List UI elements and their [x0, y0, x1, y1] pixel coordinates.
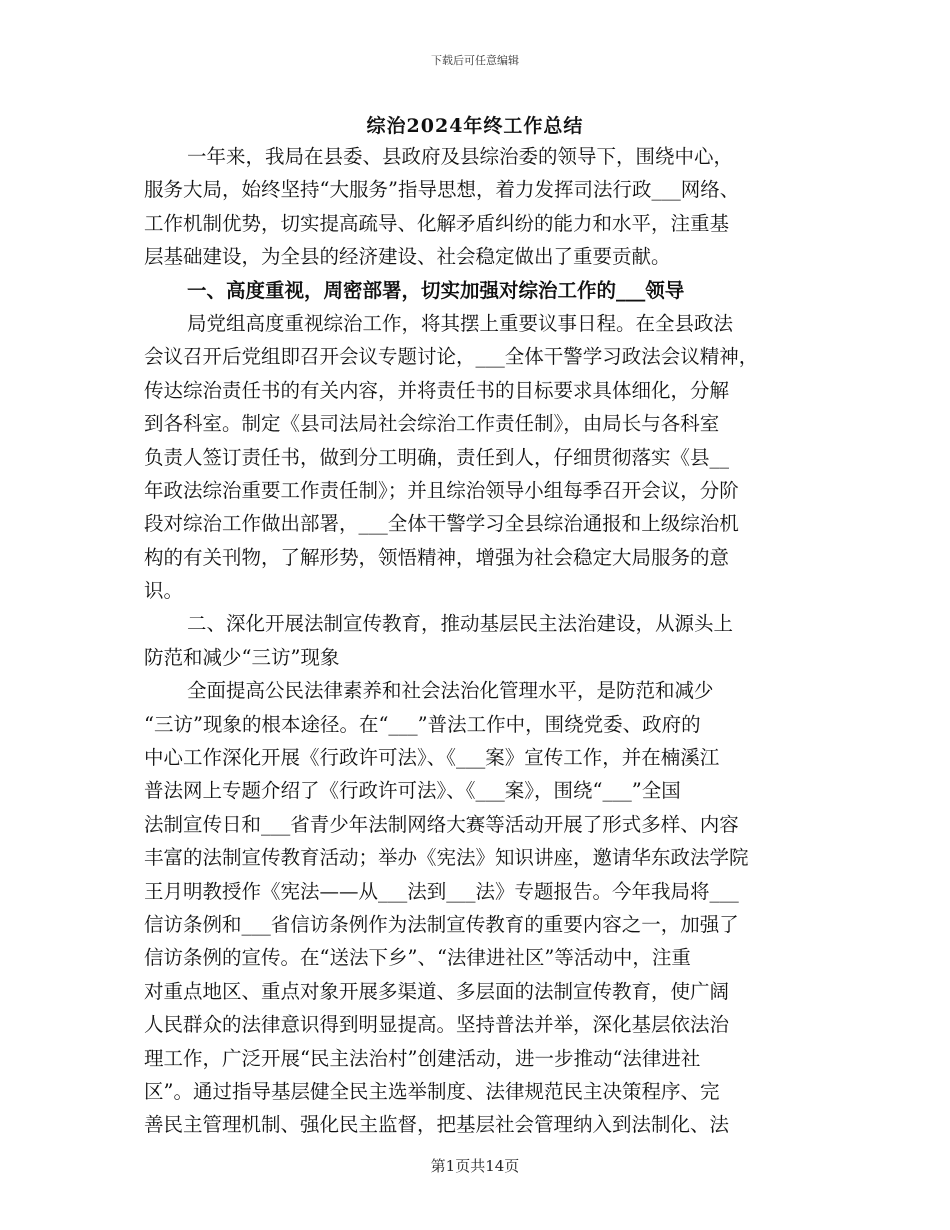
- body-line: 局党组高度重视综治工作，将其摆上重要议事日程。在全县政法: [187, 311, 734, 335]
- page-footer: 第1页共14页: [430, 1157, 520, 1175]
- body-line: 一年来，我局在县委、县政府及县综治委的领导下，围绕中心，: [187, 145, 734, 168]
- body-line: 会议召开后党组即召开会议专题讨论，___全体干警学习政法会议精神，: [144, 345, 759, 369]
- body-line: 二、深化开展法制宣传教育，推动基层民主法治建设，从源头上: [187, 612, 734, 636]
- body-line: 善民主管理机制、强化民主监督，把基层社会管理纳入到法制化、法: [144, 1113, 730, 1137]
- body-line: 工作机制优势，切实提高疏导、化解矛盾纠纷的能力和水平，注重基: [144, 211, 730, 235]
- document-title: 综治2024年终工作总结: [366, 115, 584, 137]
- body-line: 传达综治责任书的有关内容，并将责任书的目标要求具体细化，分解: [144, 378, 730, 402]
- body-line: 法制宣传日和___省青少年法制网络大赛等活动开展了形式多样、内容: [144, 812, 739, 836]
- body-line: 普法网上专题介绍了《行政许可法》、《___案》，围绕“___”全国: [144, 779, 681, 803]
- body-line: 年政法综治重要工作责任制》；并且综治领导小组每季召开会议，分阶: [144, 478, 739, 502]
- body-line: 到各科室。制定《县司法局社会综治工作责任制》，由局长与各科室: [144, 412, 720, 436]
- body-line: 理工作，广泛开展“民主法治村”创建活动，进一步推动“法律进社: [144, 1046, 701, 1070]
- body-line: 识。: [144, 579, 184, 603]
- body-line: 服务大局，始终坚持“大服务”指导思想，着力发挥司法行政___网络、: [144, 178, 740, 202]
- body-line: 信访条例的宣传。在“送法下乡”、“法律进社区”等活动中，注重: [144, 946, 691, 970]
- header-note: 下载后可任意编辑: [431, 54, 519, 67]
- body-line: 一、高度重视，周密部署，切实加强对综治工作的___领导: [187, 278, 685, 302]
- body-line: 负责人签订责任书，做到分工明确，责任到人，仔细贯彻落实《县__: [144, 445, 730, 469]
- body-line: 丰富的法制宣传教育活动；举办《宪法》知识讲座，邀请华东政法学院: [144, 846, 749, 870]
- body-line: “三访”现象的根本途径。在“___”普法工作中，围绕党委、政府的: [144, 712, 701, 736]
- body-line: 构的有关刊物，了解形势，领悟精神，增强为社会稳定大局服务的意: [144, 545, 730, 569]
- body-line: 人民群众的法律意识得到明显提高。坚持普法并举，深化基层依法治: [144, 1013, 730, 1037]
- body-line: 信访条例和___省信访条例作为法制宣传教育的重要内容之一，加强了: [144, 912, 739, 936]
- body-line: 全面提高公民法律素养和社会法治化管理水平，是防范和减少: [187, 679, 714, 703]
- body-line: 中心工作深化开展《行政许可法》、《___案》宣传工作，并在楠溪江: [144, 746, 720, 770]
- body-line: 防范和减少“三访”现象: [144, 645, 340, 669]
- body-line: 段对综治工作做出部署，___全体干警学习全县综治通报和上级综治机: [144, 512, 739, 536]
- document-body: [144, 140, 812, 1142]
- body-line: 对重点地区、重点对象开展多渠道、多层面的法制宣传教育，使广阔: [144, 979, 730, 1003]
- body-line: 区”。通过指导基层健全民主选举制度、法律规范民主决策程序、完: [144, 1079, 720, 1103]
- body-line: 层基础建设，为全县的经济建设、社会稳定做出了重要贡献。: [144, 245, 671, 269]
- body-line: 王月明教授作《宪法——从___法到___法》专题报告。今年我局将___: [144, 879, 739, 903]
